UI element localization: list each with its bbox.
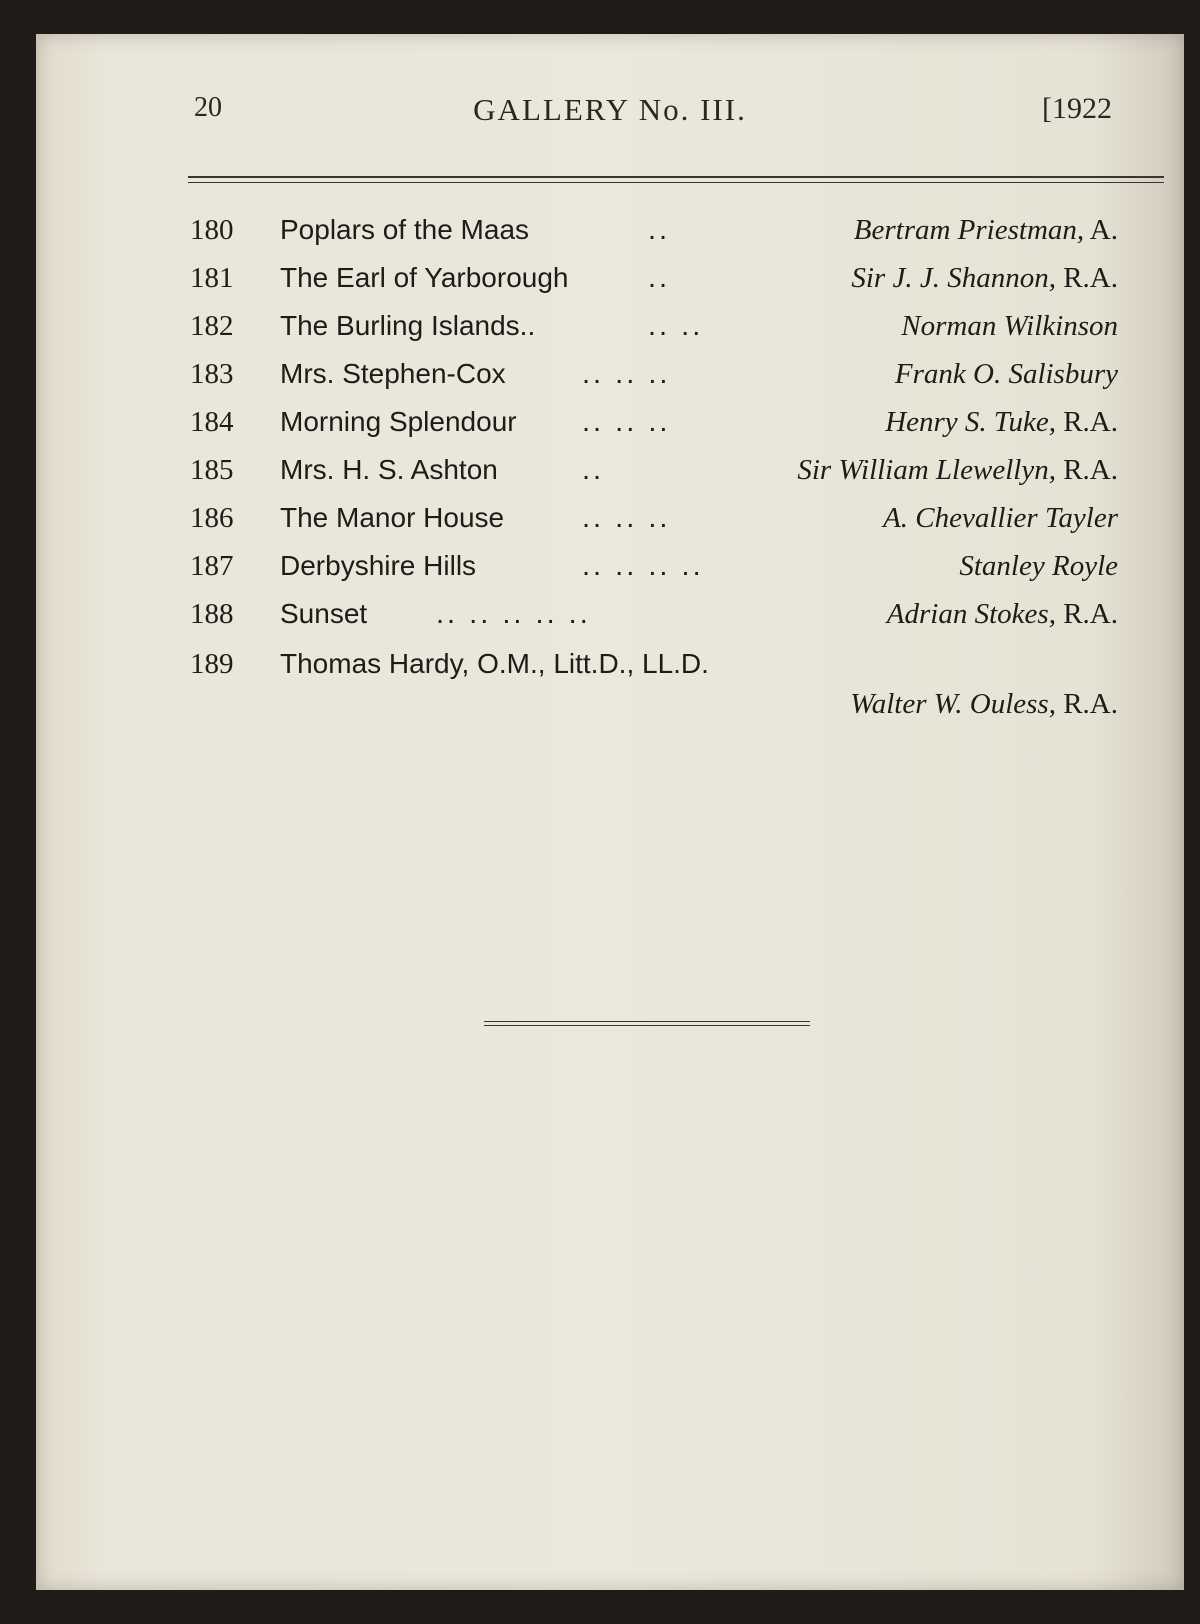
artist-suffix: R.A. <box>1063 262 1118 294</box>
artist-suffix: R.A. <box>1063 688 1118 720</box>
catalogue-entry <box>36 398 1184 446</box>
entry-number: 181 <box>190 262 234 294</box>
leader-dots: .. .. .. .. .. <box>436 598 591 630</box>
year-label: [1922 <box>1042 92 1112 125</box>
artist-name: A. Chevallier Tayler <box>883 502 1118 534</box>
entry-number: 182 <box>190 310 234 342</box>
catalogue-entry <box>36 350 1184 398</box>
entry-artist <box>959 542 1118 590</box>
catalogue-entry <box>36 302 1184 350</box>
catalogue-entry <box>36 446 1184 494</box>
entry-title: Derbyshire Hills <box>280 550 477 581</box>
leader-dots: .. .. .. <box>582 502 671 534</box>
entry-number: 183 <box>190 358 234 390</box>
section-end-rule <box>484 1021 810 1026</box>
page-number: 20 <box>194 92 222 123</box>
entry-artist <box>883 494 1118 542</box>
entry-artist <box>885 398 1118 446</box>
entry-title: The Burling Islands.. <box>280 310 536 341</box>
entry-number: 189 <box>190 648 234 680</box>
leader-dots: .. .. <box>648 310 704 342</box>
entry-title: The Manor House <box>280 502 505 533</box>
artist-suffix: R.A. <box>1063 598 1118 630</box>
catalogue-entry <box>36 254 1184 302</box>
artist-name: Norman Wilkinson <box>901 310 1118 342</box>
catalogue-entry <box>36 206 1184 254</box>
catalogue-entry <box>36 542 1184 590</box>
entry-number: 184 <box>190 406 234 438</box>
entry-title: Mrs. Stephen-Cox <box>280 358 506 389</box>
catalogue-entry <box>36 494 1184 542</box>
leader-dots: .. .. .. <box>582 406 671 438</box>
entry-artist <box>887 590 1118 638</box>
catalogue-entry-continuation <box>36 680 1184 728</box>
artist-name: Adrian Stokes, <box>886 598 1056 630</box>
leader-dots: .. .. .. .. <box>582 550 704 582</box>
entry-title: Mrs. H. S. Ashton <box>280 454 498 485</box>
entry-artist <box>851 254 1118 302</box>
page-header <box>36 92 1184 142</box>
entry-title: Poplars of the Maas <box>280 214 530 245</box>
artist-suffix: R.A. <box>1063 454 1118 486</box>
artist-name: Henry S. Tuke, <box>885 406 1056 438</box>
artist-suffix: A. <box>1089 214 1118 246</box>
artist-name: Bertram Priestman, <box>853 214 1085 246</box>
entry-title: The Earl of Yarborough <box>280 262 569 293</box>
header-rule <box>188 176 1164 183</box>
leader-dots: .. <box>648 262 671 294</box>
entry-artist <box>895 350 1118 398</box>
artist-name: Frank O. Salisbury <box>894 358 1118 390</box>
entry-number: 180 <box>190 214 234 246</box>
artist-name: Walter W. Ouless, <box>850 688 1056 720</box>
catalogue-entry <box>36 590 1184 638</box>
artist-name: Sir J. J. Shannon, <box>851 262 1056 294</box>
running-title: GALLERY No. III. <box>473 92 747 127</box>
leader-dots: .. <box>582 454 605 486</box>
entry-artist <box>854 206 1118 254</box>
entry-title: Thomas Hardy, O.M., Litt.D., LL.D. <box>280 648 709 679</box>
entry-number: 185 <box>190 454 234 486</box>
entry-artist <box>797 446 1118 494</box>
leader-dots: .. <box>648 214 671 246</box>
entry-number: 187 <box>190 550 234 582</box>
artist-name: Stanley Royle <box>959 550 1118 582</box>
entry-title: Sunset <box>280 598 368 629</box>
artist-suffix: R.A. <box>1063 406 1118 438</box>
leader-dots: .. .. .. <box>582 358 671 390</box>
book-page <box>36 34 1184 1590</box>
entry-number: 188 <box>190 598 234 630</box>
artist-name: Sir William Llewellyn, <box>797 454 1056 486</box>
entry-artist <box>901 302 1118 350</box>
entry-number: 186 <box>190 502 234 534</box>
entry-artist <box>850 680 1118 728</box>
entry-title: Morning Splendour <box>280 406 517 437</box>
